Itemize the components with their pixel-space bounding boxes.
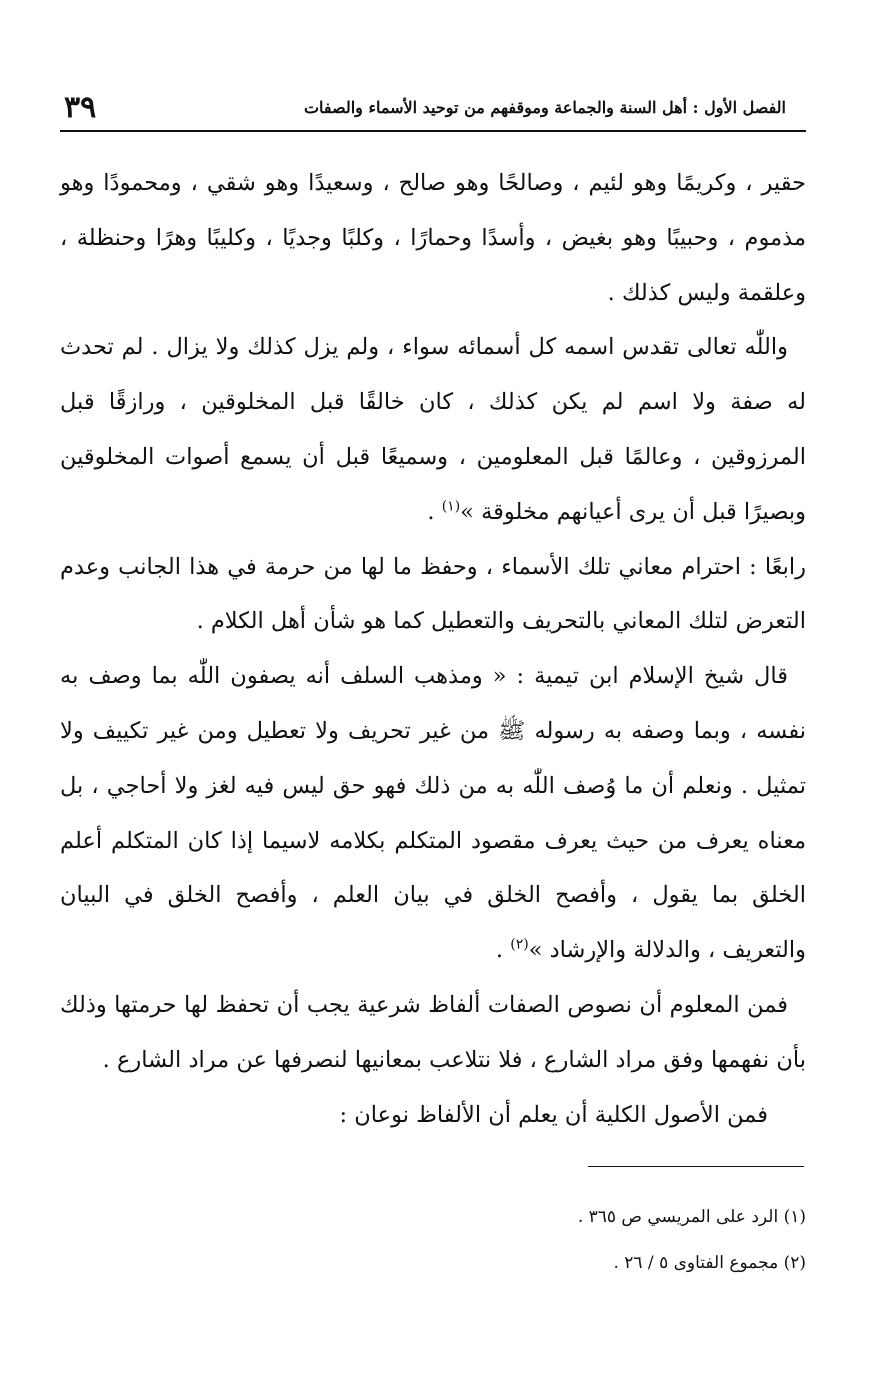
footnote-2: (٢) مجموع الفتاوى ٥ / ٢٦ .: [613, 1253, 806, 1273]
paragraph-1: حقير ، وكريمًا وهو لئيم ، وصالحًا وهو صالح ، وسعيدًا وهو شقي ، ومحمودًا وهو مذموم ، وحبيبًا وهو بغيض ، وأسدًا وحمارًا ، وكلبًا وجديًا ، وكليبًا وهرًا وحنظلة ، وعلقمة وليس كذلك .: [60, 170, 806, 306]
main-text: [60, 156, 806, 1142]
paragraph-4-end: .: [495, 937, 511, 964]
paragraph-2-text: واللّٰه تعالى تقدس اسمه كل أسمائه سواء ، ولم يزل كذلك ولا يزال . لم تحدث له صفة ولا اسم لم يكن كذلك ، كان خالقًا قبل المخلوقين ، ورازقًا قبل المرزوقين ، وعالمًا قبل المعلومين ، وسميعًا قبل أن يسمع أصوات المخلوقين وبصيرًا قبل أن يرى أعيانهم مخلوقة »: [60, 334, 806, 525]
paragraph-5: فمن المعلوم أن نصوص الصفات ألفاظ شرعية يجب أن تحفظ لها حرمتها وذلك بأن نفهمها وفق مراد الشارع ، فلا نتلاعب بمعانيها لنصرفها عن مراد الشارع .: [60, 991, 806, 1073]
chapter-title: الفصل الأول : أهل السنة والجماعة وموقفهم من توحيد الأسماء والصفات: [303, 98, 786, 117]
page-header: [60, 86, 806, 132]
footnote-ref-2[interactable]: (٢): [510, 936, 529, 953]
page-number: ٣٩: [64, 90, 97, 125]
paragraph-4: [60, 649, 806, 978]
paragraph-6: فمن الأصول الكلية أن يعلم أن الألفاظ نوعان :: [339, 1101, 768, 1128]
footnotes: [106, 1194, 806, 1286]
paragraph-4-text: قال شيخ الإسلام ابن تيمية : « ومذهب السلف أنه يصفون اللّٰه بما وصف به نفسه ، وبما وصفه به رسوله ﷺ من غير تحريف ولا تعطيل ومن غير تكييف ولا تمثيل . ونعلم أن ما وُصف اللّٰه به من ذلك فهو حق ليس فيه لغز ولا أحاجي ، بل معناه يعرف من حيث يعرف مقصود المتكلم بكلامه لاسيما إذا كان المتكلم أعلم الخلق بما يقول ، وأفصح الخلق في بيان العلم ، وأفصح الخلق في البيان والتعريف ، والدلالة والإرشاد »: [60, 663, 806, 964]
footnote-1: (١) الرد على المريسي ص ٣٦٥ .: [577, 1207, 806, 1227]
paragraph-2: [60, 320, 806, 539]
paragraph-2-end: .: [427, 498, 442, 525]
footnote-ref-1[interactable]: (١): [441, 498, 461, 515]
paragraph-3: رابعًا : احترام معاني تلك الأسماء ، وحفظ ما لها من حرمة في هذا الجانب وعدم التعرض لتلك المعاني بالتحريف والتعطيل كما هو شأن أهل الكلام .: [60, 553, 806, 635]
footnote-separator: [588, 1166, 804, 1167]
